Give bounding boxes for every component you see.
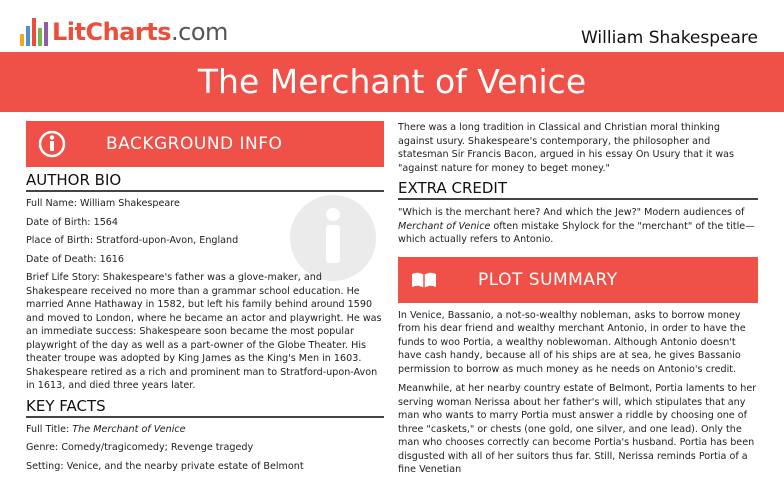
- top-bar: [0, 0, 784, 52]
- header-author: William Shakespeare: [581, 28, 758, 48]
- genre: Genre: Comedy/tragicomedy; Revenge tragedy: [26, 442, 254, 453]
- background-info-header: [26, 121, 384, 167]
- plot-summary-title: PLOT SUMMARY: [478, 269, 618, 290]
- setting: Setting: Venice, and the nearby private estate of Belmont: [26, 460, 304, 472]
- left-column: [26, 121, 384, 472]
- title-banner: [0, 52, 784, 112]
- key-facts-heading: KEY FACTS: [26, 397, 384, 418]
- right-column: [398, 121, 758, 475]
- page-title: The Merchant of Venice: [197, 62, 587, 101]
- birth-date: Date of Birth: 1564: [26, 216, 119, 228]
- birth-place: Place of Birth: Stratford-upon-Avon, England: [26, 235, 239, 246]
- extra-credit-heading: EXTRA CREDIT: [398, 179, 758, 200]
- death-date: Date of Death: 1616: [26, 253, 124, 265]
- logo-wordmark: LitCharts.com: [52, 18, 228, 46]
- plot-paragraph-2: Meanwhile, at her nearby country estate of Belmont, Portia laments to her serving woman Nerissa about her father's will, which stipulates that any man who wants to marry Portia must answer a riddle by choosing one of three "caskets," or chests (one gold, one silver, and one lead). Only the man who chooses correctly can become Portia's husband. Portia has been disgusted with all of her suitors thus far. Still, Nerissa reminds Portia of a fine Venetian: [398, 383, 757, 475]
- plot-summary-header: [398, 257, 758, 303]
- life-story: Brief Life Story: Shakespeare's father was a glove-maker, and Shakespeare received no more than a grammar school education. He married Anne Hathaway in 1582, but left his family behind around 1590 and moved to London, where he became an actor and playwright. He was an immediate success: Shakespeare soon became the most popular playwright of the day as well as a part-owner of the Globe Theater. His theater troupe was adopted by King James as the King's Men in 1603. Shakespeare retired as a rich and prominent man to Stratford-upon-Avon in 1613, and died three years later.: [26, 272, 382, 391]
- open-book-icon: [410, 266, 438, 294]
- plot-paragraph-1: In Venice, Bassanio, a not-so-wealthy nobleman, asks to borrow money from his dear friend and wealthy merchant Antonio, in order to have the funds to woo Portia, a wealthy noblewoman. Although Antonio doesn't have cash handy, because all of his ships are at sea, he gives Bassanio permission to borrow as much money as he needs on Antonio's credit.: [398, 309, 746, 375]
- litcharts-logo[interactable]: [20, 16, 228, 46]
- author-bio-heading: AUTHOR BIO: [26, 171, 384, 192]
- logo-bars-icon: [20, 18, 48, 46]
- background-info-title: BACKGROUND INFO: [106, 134, 283, 154]
- full-name: Full Name: William Shakespeare: [26, 198, 180, 209]
- context-text: There was a long tradition in Classical and Christian moral thinking against usury. Shakespeare's contemporary, the philosopher and statesman Sir Francis Bacon, argued in his essay On Usury that it was "against nature for money to beget money.": [398, 122, 735, 174]
- info-icon: [38, 130, 66, 158]
- extra-credit-text: "Which is the merchant here? And which the Jew?" Modern audiences of Merchant of Venice often mistake Shylock for the "merchant" of the title—which actually refers to Antonio.: [398, 207, 755, 245]
- full-title: Full Title: The Merchant of Venice: [26, 423, 186, 435]
